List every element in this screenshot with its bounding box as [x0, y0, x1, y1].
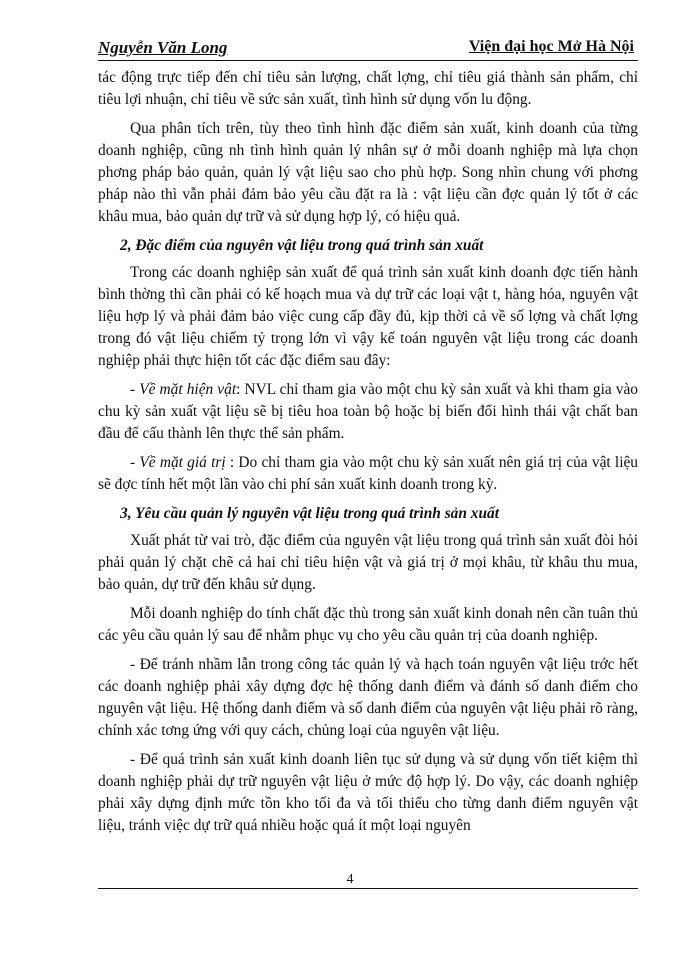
- paragraph-3: Trong các doanh nghiệp sản xuất để quá trình sản xuất kinh doanh đợc tiến hành bình thờng thì cần phải có kế hoạch mua và dự trữ các loại vật t, hàng hóa, nguyên vật liệu hợp lý và phải đảm bảo việc cung cấp đầy đủ, kịp thời cả về số lợng và chất lợng trong đó vật liệu chiếm tỷ trọng lớn vì vậy kế toán nguyên vật liệu trong các doanh nghiệp phải thực hiện tốt các đặc điểm sau đây:: [98, 264, 638, 369]
- page-header: [98, 38, 638, 62]
- paragraph-2: Qua phân tích trên, tùy theo tình hình đặc điểm sản xuất, kinh doanh của từng doanh nghiệp, cũng nh tình hình quản lý nhân sự ở mỗi doanh nghiệp mà lựa chọn phơng pháp bảo quản, quản lý vật liệu sao cho phù hợp. Song nhìn chung với phơng pháp nào thì vẫn phải đảm bảo yêu cầu đặt ra là : vật liệu cần đợc quản lý tốt ở các khâu mua, bảo quản dự trữ và sử dụng hợp lý, có hiệu quả.: [98, 120, 638, 225]
- paragraph-4-lead: - Về mặt hiện vật: [130, 381, 237, 398]
- paragraph-6: Xuất phát từ vai trò, đặc điểm của nguyên vật liệu trong quá trình sản xuất đòi hỏi phải quản lý chặt chẽ cả hai chỉ tiêu hiện vật và giá trị ở mọi khâu, từ khâu thu mua, bảo quản, dự trữ đến khâu sử dụng.: [98, 532, 638, 593]
- paragraph-1: tác động trực tiếp đến chỉ tiêu sản lượng, chất lợng, chỉ tiêu giá thành sản phẩm, chỉ tiêu lợi nhuận, chỉ tiêu về sức sản xuất, tình hình sử dụng vốn lu động.: [98, 69, 638, 108]
- header-rule: [98, 60, 638, 61]
- section-heading-3: 3, Yêu cầu quản lý nguyên vật liệu trong quá trình sản xuất: [120, 505, 500, 522]
- document-body: [98, 67, 638, 844]
- paragraph-7: Mỗi doanh nghiệp do tính chất đặc thù trong sản xuất kinh donah nên cần tuân thủ các yêu cầu quản lý sau để nhằm phục vụ cho yêu cầu quản trị của doanh nghiệp.: [98, 605, 638, 644]
- paragraph-5-text: : Do chỉ tham gia vào một chu kỳ sản xuất nên giá trị của vật liệu sẽ đợc tính hết một lần vào chi phí sản xuất kinh doanh trong kỳ.: [98, 454, 638, 493]
- paragraph-5: [98, 452, 638, 496]
- footer-rule: [98, 888, 638, 889]
- paragraph-9: - Để quá trình sản xuất kinh doanh liên tục sử dụng và sử dụng vốn tiết kiệm thì doanh nghiệp phải dự trữ nguyên vật liệu ở mức độ hợp lý. Do vậy, các doanh nghiệp phải xây dựng định mức tồn kho tối đa và tối thiểu cho từng danh điểm nguyên vật liệu, tránh việc dự trữ quá nhiều hoặc quá ít một loại nguyên: [98, 751, 638, 834]
- header-author: Nguyễn Văn Long: [98, 38, 228, 57]
- paragraph-8: - Để tránh nhầm lẫn trong công tác quản lý và hạch toán nguyên vật liệu trớc hết các doanh nghiệp phải xây dựng đợc hệ thống danh điểm và đánh số danh điểm cho nguyên vật liệu. Hệ thống danh điểm và số danh điểm của nguyên vật liệu phải rõ ràng, chính xác tơng ứng với quy cách, chủng loại của nguyên vật liệu.: [98, 656, 638, 739]
- paragraph-4: [98, 379, 638, 445]
- paragraph-4-text: : NVL chỉ tham gia vào một chu kỳ sản xuất và khi tham gia vào chu kỳ sản xuất vật liệu sẽ bị tiêu hoa toàn bộ hoặc bị biến đổi hình thái vật chất ban đầu để cấu thành lên thực thể sản phẩm.: [98, 381, 638, 442]
- page-number: 4: [346, 872, 354, 887]
- header-institution: Viện đại học Mở Hà Nội: [468, 38, 634, 55]
- paragraph-5-lead: - Về mặt giá trị: [130, 454, 226, 471]
- section-heading-2: 2, Đặc điểm của nguyên vật liệu trong quá trình sản xuất: [120, 237, 484, 254]
